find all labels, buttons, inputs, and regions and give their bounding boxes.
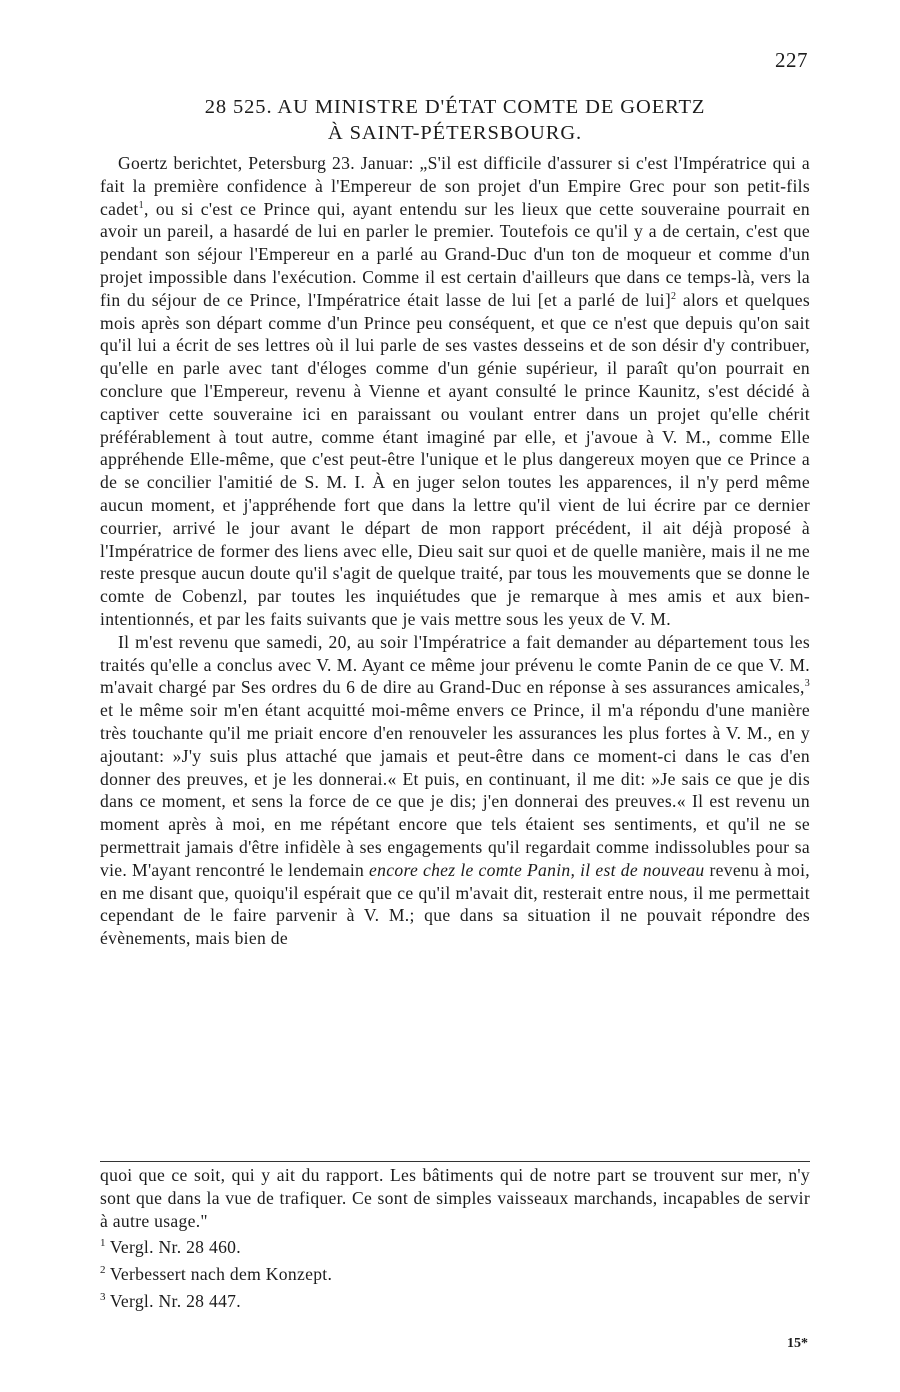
paragraph-1-part-c: alors et quelques mois après son départ comme d'un Prince peu conséquent, et que ce n'est que depuis qu'on sait qu'il lui a écrit de ses lettres où il lui parle de ses vastes desseins et de son désir d'y contribuer, qu'elle en parle avec tant d'éloges comme d'un génie supérieur, il paraît qu'on pourrait en conclure que l'Empereur, revenu à Vienne et ayant consulté le prince Kaunitz, s'est décidé à captiver cette souveraine ici en paraissant ou voulant entrer dans un projet qu'elle chérit préférablement à tout autre, comme étant imaginé par elle, et j'avoue à V. M., comme Elle appréhende Elle-même, que c'est peut-être l'unique et le plus dangereux moyen que ce Prince a de se concilier l'amitié de S. M. I. À en juger selon toutes les apparences, il n'y perd même aucun moment, et j'appréhende fort que dans la lettre qu'il vient de lui écrire par ce dernier courrier, arrivé le jour avant le départ de mon rapport précédent, il ait déjà proposé à l'Impératrice de former des liens avec elle, Dieu sait sur quoi et de quelle manière, mais il ne me reste presque aucun doute qu'il s'agit de quelque traité, par tous les mouvements que se donne le comte de Cobenzl, par toutes les inquiétudes que je remarque à mes amis et aux bien-intentionnés, et par les faits suivants que je vais mettre sous les yeux de V. M.: [100, 289, 810, 629]
footnote-divider: [100, 1161, 810, 1162]
paragraph-1: [100, 152, 810, 631]
footnote-1: [100, 1232, 810, 1259]
footnote-ref-3: 3: [804, 678, 810, 690]
footnote-ref-1: 1: [138, 199, 144, 211]
footnote-1-mark: 1: [100, 1237, 106, 1249]
signature-mark: 15*: [787, 1336, 808, 1351]
continuation-text: quoi que ce soit, qui y ait du rapport. Les bâtiments qui de notre part se trouvent sur mer, n'y sont que dans la vue de trafiquer. Ce sont de simples vaisseaux marchands, incapables de servir à autre usage.": [100, 1165, 810, 1231]
footnote-2-text: Verbessert nach dem Konzept.: [109, 1263, 333, 1284]
paragraph-2: [100, 631, 810, 950]
title-line-1: 28 525. AU MINISTRE D'ÉTAT COMTE DE GOERTZ: [204, 96, 706, 118]
footnote-2-mark: 2: [100, 1263, 106, 1276]
footnote-3-text: Vergl. Nr. 28 447.: [109, 1290, 241, 1311]
footnote-ref-2: 2: [671, 290, 677, 302]
page-number: 227: [775, 48, 808, 72]
paragraph-1-part-a: Goertz berichtet, Petersburg 23. Januar: „S'il est difficile d'assurer si c'est l'Impératrice qui a fait la première confidence à l'Empereur de son projet d'un Empire Grec pour son petit-fils cadet: [100, 153, 810, 219]
paragraph-2-part-a: Il m'est revenu que samedi, 20, au soir l'Impératrice a fait demander au département tous les traités qu'elle a conclus avec V. M. Ayant ce même jour prévenu le comte Panin de ce que V. M. m'avait chargé par Ses ordres du 6 de dire au Grand-Duc en réponse à ses assurances amicales,: [100, 631, 810, 698]
footnote-3-mark: 3: [100, 1290, 106, 1303]
body-text: [100, 152, 810, 950]
footnotes: [100, 1232, 810, 1313]
footnote-2: [100, 1259, 810, 1286]
paragraph-2-part-c: revenu à moi, en me disant que, quoiqu'il espérait que ce qu'il m'avait dit, resterait entre nous, il me permettait cependant de le faire parvenir à V. M.; que dans sa situation il ne pouvait répondre des évènements, mais bien de: [100, 859, 811, 949]
footnote-3: [100, 1286, 810, 1313]
paragraph-2-italic: encore chez le comte Panin, il est de nouveau: [369, 859, 705, 880]
footnote-1-text: Vergl. Nr. 28 460.: [109, 1236, 241, 1257]
paragraph-2-part-b: et le même soir m'en étant acquitté moi-même envers ce Prince, il m'a répondu d'une manière très touchante qu'il me priait encore d'en renouveler les assurances les plus fortes à V. M., en y ajoutant: »J'y suis plus attaché que jamais et peut-être dans ce moment-ci dans le cas d'en donner des preuves, et je les donnerai.« Et puis, en continuant, il me dit: »Je sais ce que je dis dans ce moment, et sens la force de ce que je dis; j'en donnerai des preuves.« Il est revenu un moment après à moi, en me répétant encore que tels étaient ses sentiments, et qu'il ne se permettrait jamais d'être infidèle à ses engagements qu'il regardait comme indissolubles pour sa vie. M'ayant rencontré le lendemain: [100, 700, 810, 880]
title-line-2: À SAINT-PÉTERSBOURG.: [327, 122, 583, 144]
paragraph-1-part-b: , ou si c'est ce Prince qui, ayant entendu sur les lieux que cette souveraine pourrait en avoir un pareil, a hasardé de lui en parler le premier. Toutefois ce qu'il y a de certain, c'est que pendant son séjour l'Empereur en a parlé au Grand-Duc d'un ton de moqueur et comme d'un projet impossible dans l'exécution. Comme il est certain d'ailleurs que dans ce temps-là, vers la fin du séjour de ce Prince, l'Impératrice était lasse de lui [et a parlé de lui]: [100, 198, 810, 310]
document-title: [100, 94, 810, 146]
